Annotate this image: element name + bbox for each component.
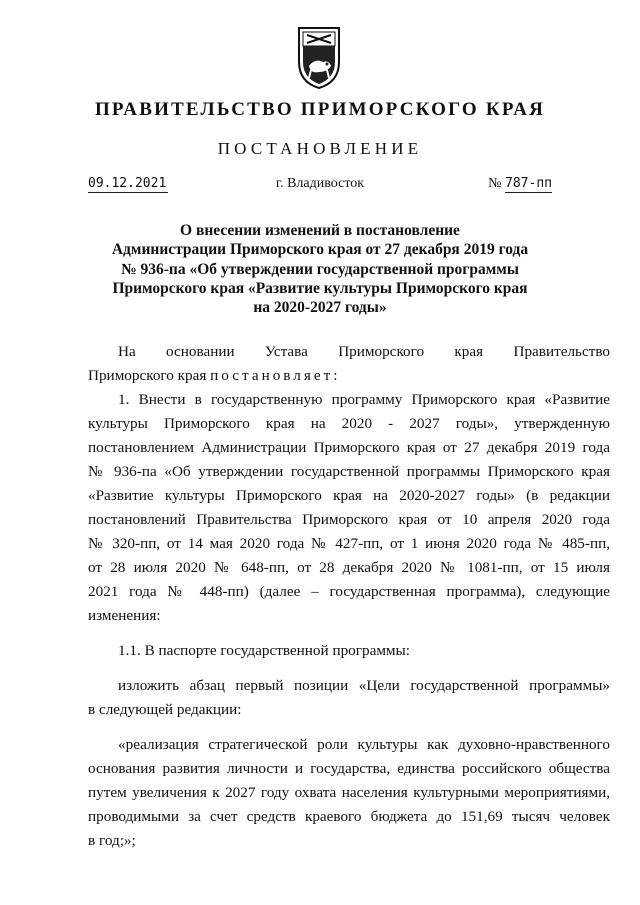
paragraph-line: «Развитие культуры Приморского края на 2020-2027 годы» (в редакции bbox=[88, 487, 610, 504]
title-line: № 936-па «Об утверждении государственной программы bbox=[121, 260, 519, 278]
paragraph-line: культуры Приморского края на 2020 - 2027 годы», утвержденную bbox=[88, 415, 610, 432]
title-line: Приморского края «Развитие культуры Приморского края bbox=[112, 279, 528, 297]
paragraph-line: 1. Внести в государственную программу Приморского края «Развитие bbox=[118, 391, 610, 408]
quote-line: проводимыми за счет средств краевого бюджета до 151,69 тысяч человек bbox=[88, 808, 610, 825]
coat-of-arms-emblem bbox=[297, 22, 341, 90]
paragraph-line: № 320-пп, от 14 мая 2020 года № 427-пп, от 1 июня 2020 года № 485-пп, bbox=[88, 535, 610, 552]
document-type-heading: ПОСТАНОВЛЕНИЕ bbox=[217, 139, 423, 158]
quote-line: «реализация стратегической роли культуры как духовно-нравственного bbox=[118, 736, 610, 753]
title-line: на 2020-2027 годы» bbox=[253, 299, 387, 317]
title-line: О внесении изменений в постановление bbox=[180, 222, 460, 239]
organization-heading: ПРАВИТЕЛЬСТВО ПРИМОРСКОГО КРАЯ bbox=[94, 99, 546, 120]
document-date: 09.12.2021 bbox=[88, 176, 167, 191]
document-title bbox=[80, 221, 560, 317]
quote-line: путем увеличения к 2027 году охвата населения культурными мероприятиями, bbox=[88, 784, 610, 801]
document-number-prefix: № bbox=[488, 176, 502, 191]
quote-line: основания развития личности и государства, единства российского общества bbox=[88, 760, 610, 777]
preamble-text: Приморского края bbox=[88, 367, 211, 384]
paragraph-line: постановлений Правительства Приморского края от 10 апреля 2020 года bbox=[88, 511, 610, 528]
paragraph-line: 2021 года № 448-пп) (далее – государственная программа), следующие bbox=[88, 583, 610, 600]
paragraph-line: изложить абзац первый позиции «Цели государственной программы» bbox=[118, 677, 610, 694]
title-line: Администрации Приморского края от 27 декабря 2019 года bbox=[111, 241, 529, 259]
document-body bbox=[88, 340, 610, 853]
document-city: г. Владивосток bbox=[275, 176, 365, 191]
paragraph-line: постановлением Администрации Приморского края от 27 декабря 2019 года bbox=[88, 439, 610, 456]
document-number-value: 787-пп bbox=[505, 176, 552, 191]
preamble-line bbox=[88, 364, 610, 388]
quote-line: в год;»; bbox=[88, 832, 136, 849]
resolves-word: постановляет: bbox=[210, 367, 341, 384]
document-number bbox=[488, 176, 552, 192]
subparagraph-heading: 1.1. В паспорте государственной программы: bbox=[118, 642, 410, 659]
preamble-line: На основании Устава Приморского края Правительство bbox=[118, 343, 610, 360]
paragraph-line: изменения: bbox=[88, 607, 161, 624]
paragraph-line: в следующей редакции: bbox=[88, 701, 242, 718]
paragraph-line: № 936-па «Об утверждении государственной программы Приморского края bbox=[88, 463, 610, 480]
paragraph-line: от 28 июля 2020 № 648-пп, от 28 декабря 2020 № 1081-пп, от 15 июля bbox=[88, 559, 610, 576]
